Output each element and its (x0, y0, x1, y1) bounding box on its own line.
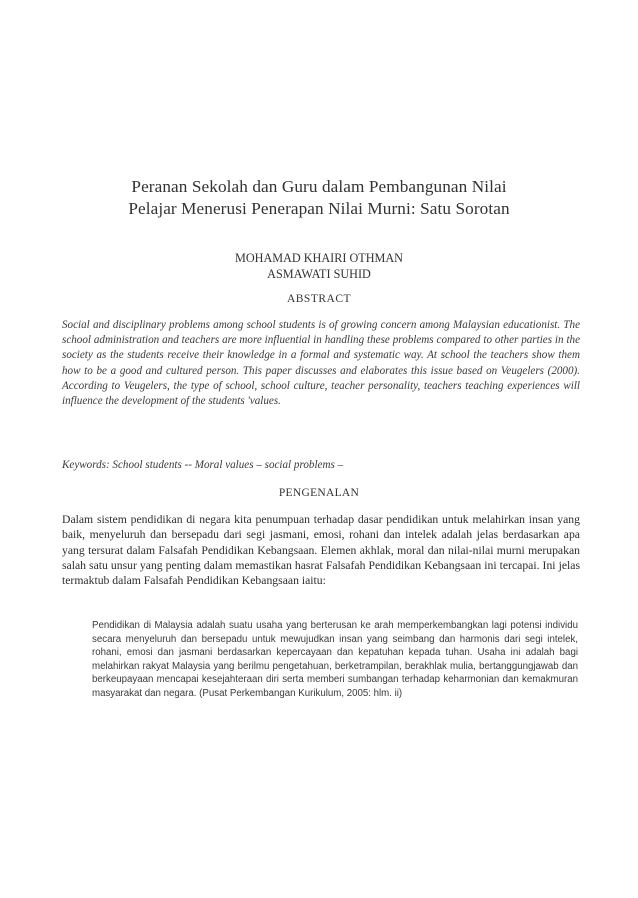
paper-title (40, 176, 598, 220)
abstract-heading: ABSTRACT (286, 293, 352, 305)
keywords: Keywords: School students -- Moral values – social problems – (62, 459, 344, 471)
title-line-2: Pelajar Menerusi Penerapan Nilai Murni: Satu Sorotan (128, 199, 510, 218)
abstract-text: Social and disciplinary problems among school students is of growing concern among Malaysian educationist. The school administration and teachers are more influential in handling these problems compared to other parties in the society as the students receive their knowledge in a formal and systematic way. At school the teachers show them how to be a good and cultured person. This paper discusses and elaborates this issue based on Veugelers (2000). According to Veugelers, the type of school, school culture, teacher personality, teachers teaching experiences will influence the development of the students 'values. (62, 319, 580, 408)
section-heading: PENGENALAN (278, 487, 360, 499)
title-line-1: Peranan Sekolah dan Guru dalam Pembangunan Nilai (131, 177, 507, 196)
author-name: MOHAMAD KHAIRI OTHMAN (235, 251, 403, 265)
intro-paragraph: Dalam sistem pendidikan di negara kita penumpuan terhadap dasar pendidikan untuk melahirkan insan yang baik, menyeluruh dan bersepadu dari segi jasmani, emosi, rohani dan intelek adalah jelas berdasarkan apa yang tersurat dalam Falsafah Pendidikan Kebangsaan. Elemen akhlak, moral dan nilai-nilai murni merupakan salah satu unsur yang penting dalam memastikan hasrat Falsafah Pendidikan Kebangsaan ini tercapai. Ini jelas termaktub dalam Falsafah Pendidikan Kebangsaan iaitu: (62, 513, 580, 588)
block-quote: Pendidikan di Malaysia adalah suatu usaha yang berterusan ke arah memperkembangkan lagi potensi individu secara menyeluruh dan bersepadu untuk mewujudkan insan yang seimbang dan harmonis dari segi intelek, rohani, emosi dan jasmani berdasarkan kepercayaan dan kepatuhan kepada tuhan. Usaha ini adalah bagi melahirkan rakyat Malaysia yang berilmu pengetahuan, berketrampilan, berakhlak mulia, bertanggungjawab dan berkeupayaan mencapai kesejahteraan diri serta memberi sumbangan terhadap keharmonian dan kemakmuran masyarakat dan negara. (Pusat Perkembangan Kurikulum, 2005: hlm. ii) (92, 620, 578, 699)
author-block (60, 250, 578, 282)
author-name: ASMAWATI SUHID (267, 267, 371, 281)
